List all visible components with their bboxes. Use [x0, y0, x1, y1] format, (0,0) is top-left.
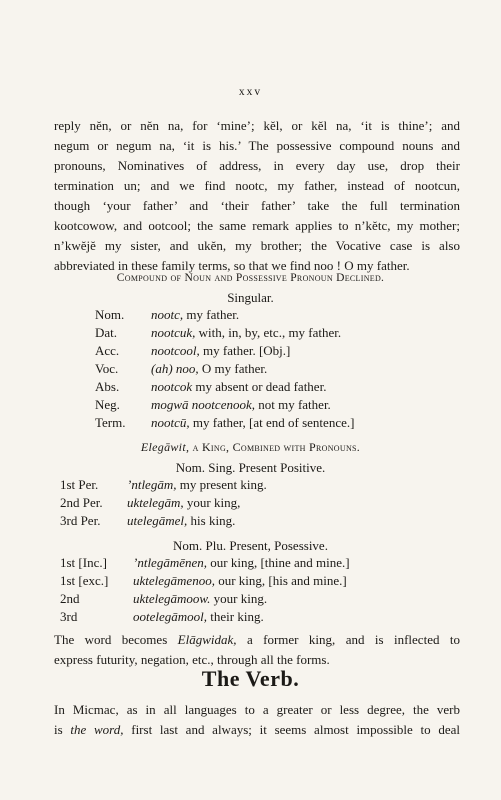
case-row-dat	[95, 324, 341, 342]
form: uktelegāmenoo,	[133, 573, 215, 588]
person-label: 1st [Inc.]	[60, 555, 107, 570]
case-row-term	[95, 414, 354, 432]
case-label: Voc.	[95, 361, 119, 376]
case-row-voc	[95, 360, 267, 378]
closing-word: Elāgwidak,	[177, 632, 237, 647]
intro-line: negum or negum na, ‘it is his.’ The possessive compound nouns and	[54, 138, 460, 153]
case-form: nootc,	[151, 307, 184, 322]
intro-line: pronouns, Nominatives of address, in every day use, drop their	[54, 158, 460, 173]
case-form: nootcok	[151, 379, 193, 394]
intro-line: abbreviated in these family terms, so that we find noo ! O my father.	[54, 258, 410, 273]
plu-row	[60, 608, 264, 626]
closing-paragraph	[54, 630, 460, 670]
verb-text: is	[54, 722, 71, 737]
plu-row	[60, 554, 350, 572]
verb-line	[54, 720, 460, 740]
intro-line: n’kwĕjĕ my sister, and ukĕn, my brother; the Vocative case is also	[54, 238, 460, 253]
case-label: Neg.	[95, 397, 120, 412]
verb-paragraph	[54, 700, 460, 740]
form: ’ntlegāmēnen,	[133, 555, 208, 570]
case-row-neg	[95, 396, 331, 414]
section-heading-king	[0, 440, 501, 455]
case-form: (ah) noo,	[151, 361, 199, 376]
sing-row	[60, 494, 240, 512]
gloss: my present king.	[176, 477, 267, 492]
case-gloss: O my father.	[198, 361, 268, 376]
sing-row	[60, 512, 235, 530]
case-label: Dat.	[95, 325, 118, 340]
case-form: nootcuk,	[151, 325, 196, 340]
intro-line: kootcowow, and ootcool; the same remark applies to n’kĕtc, my mother;	[54, 218, 460, 233]
page-number: xxv	[238, 86, 263, 98]
heading-word: Elegāwit,	[140, 440, 190, 454]
case-label: Term.	[95, 415, 126, 430]
form: ootelegāmool,	[133, 609, 208, 624]
person-label: 3rd	[60, 609, 78, 624]
case-label: Abs.	[95, 379, 120, 394]
case-label: Acc.	[95, 343, 120, 358]
case-form: mogwā nootcenook,	[151, 397, 255, 412]
closing-line: express futurity, negation, etc., through all the forms.	[54, 652, 330, 667]
heading-rest: a King, Combined with Pronouns.	[189, 440, 361, 454]
case-row-acc	[95, 342, 290, 360]
case-gloss: my father. [Obj.]	[199, 343, 291, 358]
form: utelegāmel,	[127, 513, 188, 528]
case-gloss: my absent or dead father.	[192, 379, 327, 394]
person-label: 2nd Per.	[60, 495, 103, 510]
case-row-abs	[95, 378, 326, 396]
section-title: The Verb.	[201, 666, 300, 691]
case-form: nootcū,	[151, 415, 190, 430]
section-heading-compound: Compound of Noun and Possessive Pronoun Declined.	[116, 272, 385, 284]
plu-present-label: Nom. Plu. Present, Posessive.	[173, 538, 328, 553]
person-label: 1st Per.	[60, 477, 99, 492]
case-gloss: not my father.	[254, 397, 331, 412]
verb-word: the word,	[70, 722, 124, 737]
verb-text: first last and always; it seems almost impossible to deal	[123, 722, 461, 737]
intro-paragraph	[54, 116, 460, 276]
sing-row	[60, 476, 267, 494]
plu-row	[60, 590, 267, 608]
case-label: Nom.	[95, 307, 125, 322]
case-gloss: with, in, by, etc., my father.	[195, 325, 342, 340]
gloss: our king, [his and mine.]	[214, 573, 347, 588]
person-label: 3rd Per.	[60, 513, 101, 528]
case-row-nom	[95, 306, 239, 324]
person-label: 1st [exc.]	[60, 573, 109, 588]
gloss: their king.	[207, 609, 264, 624]
form: uktelegāmoow.	[133, 591, 211, 606]
intro-line: termination un; and we find nootc, my father, instead of nootcun,	[54, 178, 460, 193]
gloss: your king.	[210, 591, 268, 606]
form: ’ntlegām,	[127, 477, 177, 492]
closing-line	[54, 630, 460, 650]
gloss: our king, [thine and mine.]	[207, 555, 350, 570]
case-gloss: my father, [at end of sentence.]	[189, 415, 355, 430]
sing-present-label: Nom. Sing. Present Positive.	[175, 460, 326, 475]
plu-row	[60, 572, 347, 590]
singular-label: Singular.	[227, 290, 274, 305]
form: uktelegām,	[127, 495, 184, 510]
closing-text: The word becomes	[54, 632, 178, 647]
intro-line: though ‘your father’ and ‘their father’ take the full termination	[54, 198, 460, 213]
intro-line: reply nĕn, or nĕn na, for ‘mine’; kĕl, or kĕl na, ‘it is thine’; and	[54, 118, 460, 133]
gloss: your king,	[183, 495, 241, 510]
verb-line: In Micmac, as in all languages to a greater or less degree, the verb	[54, 702, 460, 717]
case-form: nootcool,	[151, 343, 200, 358]
gloss: his king.	[187, 513, 236, 528]
person-label: 2nd	[60, 591, 80, 606]
closing-text: a former king, and is inflected to	[236, 632, 460, 647]
case-gloss: my father.	[183, 307, 240, 322]
